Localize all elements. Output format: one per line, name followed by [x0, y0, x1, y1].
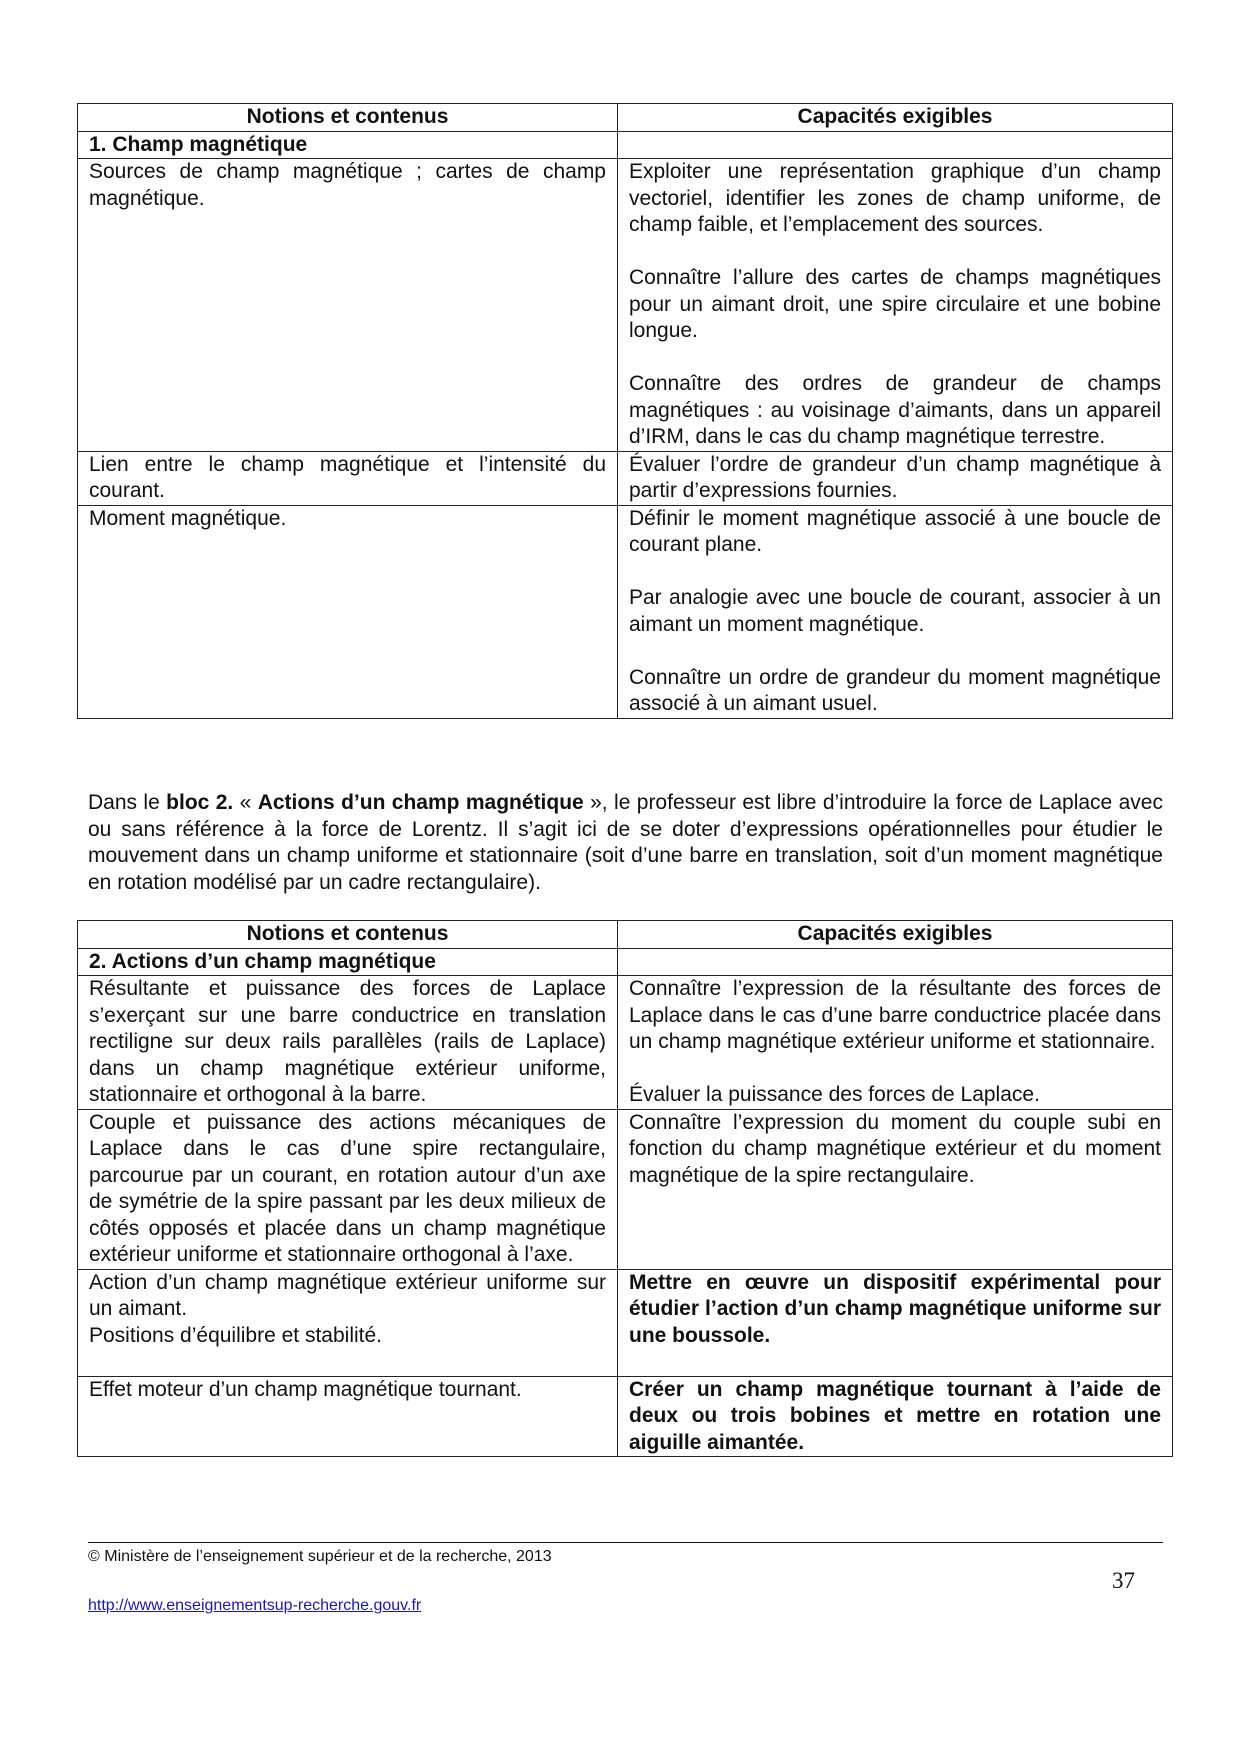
header-notions: Notions et contenus — [78, 104, 618, 132]
intro-bold: Actions d’un champ magnétique — [257, 791, 584, 814]
capacite-cell: Évaluer l’ordre de grandeur d’un champ magnétique à partir d’expressions fournies. — [618, 451, 1173, 505]
intro-text: », le professeur est libre d’introduire la force de Laplace avec ou sans référence à la force de Lorentz. Il s’agit ici de se doter d’expressions opérationnelles pour étudier le mouvement dans un champ uniforme et stationnaire (soit d’une barre en translation, soit d’un moment magnétique en rotation modélisé par un cadre rectangulaire). — [88, 791, 1163, 894]
capacite-cell: Mettre en œuvre un dispositif expérimental pour étudier l’action d’un champ magnétique uniforme sur une boussole. — [618, 1269, 1173, 1376]
header-capacites: Capacités exigibles — [618, 104, 1173, 132]
capacite-text: Exploiter une représentation graphique d’un champ vectoriel, identifier les zones de champ uniforme, de champ faible, et l’emplacement des sources. — [629, 160, 1161, 236]
program-table-1 — [77, 103, 1173, 719]
intro-paragraph — [88, 790, 1163, 896]
notion-text: Action d’un champ magnétique extérieur uniforme sur un aimant. — [89, 1270, 606, 1320]
table-row — [78, 159, 1173, 452]
capacite-cell: Créer un champ magnétique tournant à l’aide de deux ou trois bobines et mettre en rotation une aiguille aimantée. — [618, 1376, 1173, 1457]
capacite-cell — [618, 976, 1173, 1110]
notion-cell: Résultante et puissance des forces de Laplace s’exerçant sur une barre conductrice en translation rectiligne sur deux rails parallèles (rails de Laplace) dans un champ magnétique extérieur uniforme, stationnaire et orthogonal à la barre. — [78, 976, 618, 1110]
capacite-text: Évaluer la puissance des forces de Laplace. — [629, 1083, 1040, 1106]
notion-cell: Couple et puissance des actions mécaniques de Laplace dans le cas d’une spire rectangulaire, parcourue par un courant, en rotation autour d’un axe de symétrie de la spire passant par les deux milieux de côtés opposés et placée dans un champ magnétique extérieur uniforme et stationnaire orthogonal à l’axe. — [78, 1109, 618, 1269]
notion-cell: Effet moteur d’un champ magnétique tournant. — [78, 1376, 618, 1457]
notion-cell: Lien entre le champ magnétique et l’intensité du courant. — [78, 451, 618, 505]
capacite-text: Définir le moment magnétique associé à une boucle de courant plane. — [629, 506, 1161, 556]
copyright-text: © Ministère de l’enseignement supérieur et de la recherche, 2013 — [88, 1548, 552, 1565]
capacite-cell — [618, 505, 1173, 718]
intro-bold: bloc 2. — [166, 791, 234, 814]
page-number: 37 — [1112, 1568, 1135, 1593]
section-title: 1. Champ magnétique — [78, 131, 618, 159]
notion-cell — [78, 1269, 618, 1376]
table-row — [78, 451, 1173, 505]
header-notions: Notions et contenus — [78, 921, 618, 949]
footer-divider — [88, 1542, 1163, 1543]
table-row — [78, 1109, 1173, 1269]
capacite-cell — [618, 159, 1173, 452]
notion-cell: Sources de champ magnétique ; cartes de champ magnétique. — [78, 159, 618, 452]
table-header-row — [78, 921, 1173, 949]
notion-cell: Moment magnétique. — [78, 505, 618, 718]
table-row — [78, 505, 1173, 718]
section-row — [78, 131, 1173, 159]
notion-text: Positions d’équilibre et stabilité. — [89, 1323, 382, 1347]
empty-cell — [618, 131, 1173, 159]
table-row — [78, 1269, 1173, 1376]
capacite-text: Connaître l’allure des cartes de champs magnétiques pour un aimant droit, une spire circulaire et une bobine longue. — [629, 266, 1161, 342]
intro-text: « — [233, 791, 258, 814]
empty-cell — [618, 948, 1173, 976]
header-capacites: Capacités exigibles — [618, 921, 1173, 949]
capacite-text: Connaître l’expression de la résultante des forces de Laplace dans le cas d’une barre conductrice placée dans un champ magnétique extérieur uniforme et stationnaire. — [629, 977, 1161, 1053]
section-row — [78, 948, 1173, 976]
table-header-row — [78, 104, 1173, 132]
capacite-text: Par analogie avec une boucle de courant, associer à un aimant un moment magnétique. — [629, 586, 1161, 636]
section-title: 2. Actions d’un champ magnétique — [78, 948, 618, 976]
intro-text: Dans le — [88, 791, 167, 814]
program-table-2 — [77, 920, 1173, 1457]
footer-link[interactable]: http://www.enseignementsup-recherche.gouv.fr — [88, 1597, 422, 1614]
table-row — [78, 1376, 1173, 1457]
table-row — [78, 976, 1173, 1110]
capacite-text: Connaître un ordre de grandeur du moment magnétique associé à un aimant usuel. — [629, 665, 1161, 715]
capacite-text: Connaître des ordres de grandeur de champs magnétiques : au voisinage d’aimants, dans un appareil d’IRM, dans le cas du champ magnétique terrestre. — [629, 372, 1161, 448]
capacite-cell: Connaître l’expression du moment du couple subi en fonction du champ magnétique extérieur et du moment magnétique de la spire rectangulaire. — [618, 1109, 1173, 1269]
